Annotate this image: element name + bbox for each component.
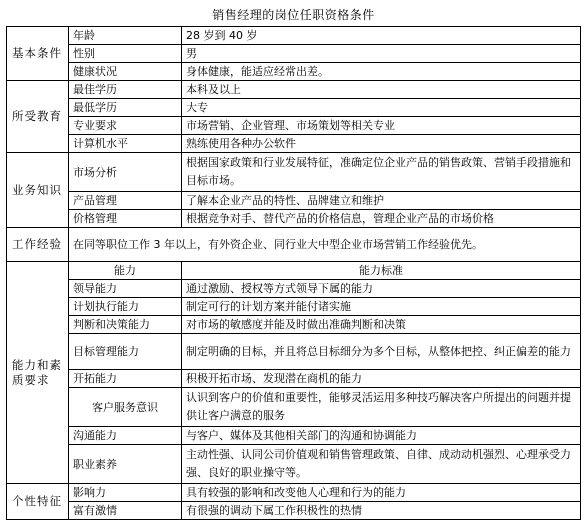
row-label: 产品管理 xyxy=(69,192,182,210)
category-education: 所受教育 xyxy=(7,81,69,153)
table-row xyxy=(7,445,581,484)
row-label: 开拓能力 xyxy=(69,370,182,388)
row-label: 目标管理能力 xyxy=(69,334,182,370)
category-basic: 基本条件 xyxy=(7,27,69,81)
table-row xyxy=(7,210,581,228)
row-value: 通过激励、授权等方式领导下属的能力 xyxy=(182,280,581,298)
table-row xyxy=(7,99,581,117)
row-value: 有很强的调动下属工作积极性的热情 xyxy=(182,502,581,520)
row-label: 影响力 xyxy=(69,484,182,502)
table-row xyxy=(7,370,581,388)
row-label: 计算机水平 xyxy=(69,135,182,153)
table-row xyxy=(7,81,581,99)
row-label: 价格管理 xyxy=(69,210,182,228)
table-row xyxy=(7,427,581,445)
row-label: 最低学历 xyxy=(69,99,182,117)
row-value: 制定明确的目标，并且将总目标细分为多个目标，从整体把控、纠正偏差的能力 xyxy=(182,334,581,370)
table-row xyxy=(7,262,581,280)
row-label: 性别 xyxy=(69,45,182,63)
row-value: 市场营销、企业管理、市场策划等相关专业 xyxy=(182,117,581,135)
row-value: 积极开拓市场、发现潜在商机的能力 xyxy=(182,370,581,388)
row-value: 男 xyxy=(182,45,581,63)
table-row xyxy=(7,27,581,45)
row-value: 对市场的敏感度并能及时做出准确判断和决策 xyxy=(182,316,581,334)
category-ability: 能力和素质要求 xyxy=(7,262,69,484)
table-row xyxy=(7,228,581,262)
table-row xyxy=(7,388,581,427)
row-value: 了解本企业产品的特性、品牌建立和维护 xyxy=(182,192,581,210)
table-row xyxy=(7,153,581,192)
row-value: 认识到客户的价值和重要性，能够灵活运用多种技巧解决客户所提出的问题并提供让客户满意的服务 xyxy=(182,388,581,427)
table-row xyxy=(7,502,581,520)
table-row xyxy=(7,192,581,210)
row-label: 计划执行能力 xyxy=(69,298,182,316)
row-label: 客户服务意识 xyxy=(69,388,182,427)
row-label: 最佳学历 xyxy=(69,81,182,99)
category-personality: 个性特征 xyxy=(7,484,69,520)
row-label: 富有激情 xyxy=(69,502,182,520)
table-row xyxy=(7,484,581,502)
row-label: 年龄 xyxy=(69,27,182,45)
column-header-standard: 能力标准 xyxy=(182,262,581,280)
row-label: 市场分析 xyxy=(69,153,182,192)
table-row xyxy=(7,63,581,81)
table-row xyxy=(7,280,581,298)
table-row xyxy=(7,298,581,316)
page-title: 销售经理的岗位任职资格条件 xyxy=(212,8,375,22)
row-value: 主动性强、认同公司价值观和销售管理政策、自律、成动动机强烈、心理承受力强、良好的职业操守等。 xyxy=(182,445,581,484)
category-experience: 工作经验 xyxy=(7,228,69,262)
row-value: 根据竞争对手、替代产品的价格信息，管理企业产品的市场价格 xyxy=(182,210,581,228)
row-value: 熟练使用各种办公软件 xyxy=(182,135,581,153)
row-value: 身体健康，能适应经常出差。 xyxy=(182,63,581,81)
category-knowledge: 业务知识 xyxy=(7,153,69,228)
table-row xyxy=(7,135,581,153)
row-label: 判断和决策能力 xyxy=(69,316,182,334)
row-value: 28 岁到 40 岁 xyxy=(182,27,581,45)
row-label: 职业素养 xyxy=(69,445,182,484)
row-value: 根据国家政策和行业发展特征，准确定位企业产品的销售政策、营销手段措施和目标市场。 xyxy=(182,153,581,192)
table-row xyxy=(7,316,581,334)
column-header-ability: 能力 xyxy=(69,262,182,280)
row-value: 与客户、媒体及其他相关部门的沟通和协调能力 xyxy=(182,427,581,445)
table-row xyxy=(7,45,581,63)
row-label: 健康状况 xyxy=(69,63,182,81)
row-label: 领导能力 xyxy=(69,280,182,298)
row-value: 大专 xyxy=(182,99,581,117)
row-label: 专业要求 xyxy=(69,117,182,135)
row-label: 沟通能力 xyxy=(69,427,182,445)
experience-value: 在同等职位工作 3 年以上，有外资企业、同行业大中型企业市场营销工作经验优先。 xyxy=(69,228,581,262)
qualification-table xyxy=(6,26,581,520)
row-value: 本科及以上 xyxy=(182,81,581,99)
table-row xyxy=(7,117,581,135)
table-row xyxy=(7,334,581,370)
row-value: 制定可行的计划方案并能付诸实施 xyxy=(182,298,581,316)
row-value: 具有较强的影响和改变他人心理和行为的能力 xyxy=(182,484,581,502)
